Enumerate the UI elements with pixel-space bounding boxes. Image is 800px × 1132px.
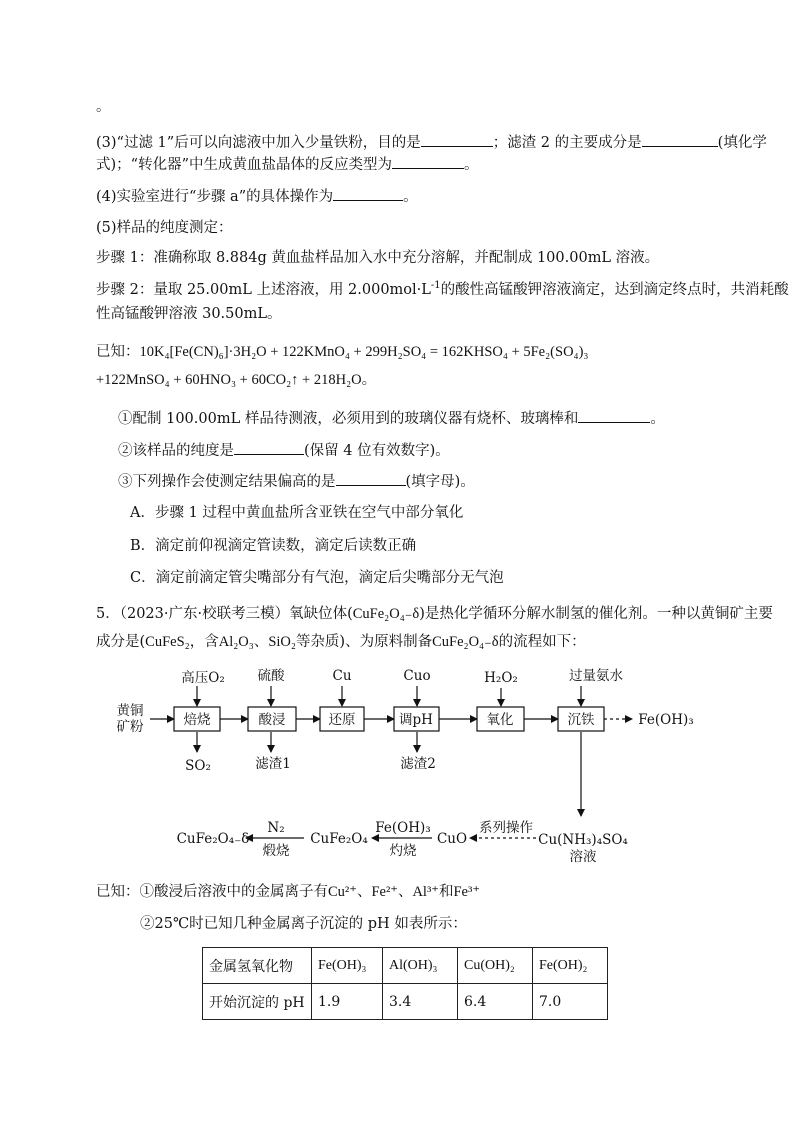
input-label: 硫酸 [257, 668, 285, 684]
cufe2o4-label: CuFe₂O₄ [310, 831, 368, 847]
answer-blank[interactable] [392, 154, 464, 169]
input-label: 高压O₂ [181, 670, 225, 686]
table-cell: 1.9 [312, 984, 383, 1020]
feed-label-2: 矿粉 [116, 719, 144, 735]
box-label: 酸浸 [258, 712, 286, 728]
feoh3-reagent-label: Fe(OH)₃ [375, 820, 431, 836]
step-2-line2: 性高锰酸钾溶液 30.50mL。 [96, 306, 282, 322]
question-3-line1: (3)“过滤 1”后可以向滤液中加入少量铁粉，目的是 ；滤渣 2 的主要成分是 (填化学 [96, 132, 767, 153]
table-cell: Fe(OH)₂ [533, 948, 608, 984]
process-flow-diagram [0, 660, 800, 880]
option-c[interactable]: C．滴定前滴定管尖嘴部分有气泡，滴定后尖嘴部分无气泡 [130, 570, 504, 586]
box-label: 焙烧 [183, 712, 211, 728]
final-product-label: CuFe₂O₄₋δ [176, 831, 250, 847]
product-feoh3: Fe(OH)₃ [638, 712, 694, 728]
box-label: 还原 [328, 712, 356, 728]
table-cell: Al(OH)₃ [383, 948, 458, 984]
box-label: 氧化 [486, 712, 514, 728]
filtrate-label-1: Cu(NH₃)₄SO₄ [538, 832, 628, 848]
answer-blank[interactable] [421, 132, 493, 147]
table-cell: Fe(OH)₃ [312, 948, 383, 984]
sub-question-1: ①配制 100.00mL 样品待测液，必须用到的玻璃仪器有烧杯、玻璃棒和 。 [118, 408, 665, 429]
input-label: H₂O₂ [484, 670, 518, 686]
input-label: Cu [332, 668, 352, 684]
known-ph-intro: ②25℃时已知几种金属离子沉淀的 pH 如表所示： [140, 916, 467, 932]
answer-blank[interactable] [234, 440, 304, 455]
table-cell: 6.4 [458, 984, 533, 1020]
answer-blank[interactable] [642, 132, 718, 147]
table-cell: Cu(OH)₂ [458, 948, 533, 984]
answer-blank[interactable] [333, 186, 403, 201]
question-3-line2: 式)；“转化器”中生成黄血盐晶体的反应类型为 。 [96, 154, 478, 175]
series-operation-label: 系列操作 [479, 820, 533, 836]
equation-line1: 已知：10K₄[Fe(CN)₆]·3H₂O + 122KMnO₄ + 299H₂SO₄ = 162KHSO₄ + 5Fe₂(SO₄)₃ [96, 344, 589, 360]
cuo-label: CuO [436, 831, 468, 847]
problem-5-line1: 5．（2023·广东·校联考三模）氧缺位体(CuFe₂O₄₋δ)是热化学循环分解水制氢的催化剂。一种以黄铜矿主要 [96, 606, 773, 622]
output-label: 滤渣1 [255, 756, 291, 772]
equation-line2: +122MnSO₄ + 60HNO₃ + 60CO₂↑ + 218H₂O。 [96, 372, 377, 388]
step-2-line1: 步骤 2：量取 25.00mL 上述溶液，用 $2.000mol\cdot L^{-1}$的酸性高锰酸钾溶液滴定，达到滴定终点时，共消耗酸 [96, 280, 789, 298]
input-label: Cuo [403, 668, 431, 684]
input-label: 过量氨水 [569, 668, 623, 684]
calcine-label: 煅烧 [262, 843, 290, 859]
table-row [203, 948, 608, 984]
output-label: SO₂ [185, 758, 211, 774]
table-cell: 开始沉淀的 pH [203, 984, 312, 1020]
question-5: (5)样品的纯度测定： [96, 220, 233, 236]
sub-question-2: ②该样品的纯度是 (保留 4 位有效数字)。 [118, 440, 450, 461]
answer-blank[interactable] [336, 471, 406, 486]
problem-5-line2: 成分是(CuFeS₂，含Al₂O₃、SiO₂等杂质)、为原料制备CuFe₂O₄₋δ的流程如下： [96, 634, 586, 650]
filtrate-label-2: 溶液 [569, 849, 597, 865]
n2-label: N₂ [267, 820, 285, 836]
box-label: 调pH [399, 712, 433, 728]
feed-label-1: 黄铜 [116, 703, 144, 719]
line-period: 。 [96, 99, 111, 115]
table-cell: 金属氢氧化物 [203, 948, 312, 984]
option-b[interactable]: B．滴定前仰视滴定管读数，滴定后读数正确 [130, 538, 417, 554]
ph-table [202, 947, 608, 1020]
output-label: 滤渣2 [400, 756, 436, 772]
table-cell: 3.4 [383, 984, 458, 1020]
table-cell: 7.0 [533, 984, 608, 1020]
answer-blank[interactable] [578, 408, 650, 423]
known-ions: 已知：①酸浸后溶液中的金属离子有Cu²⁺、Fe²⁺、Al³⁺和Fe³⁺ [96, 884, 480, 900]
equation: 10K₄[Fe(CN)₆]·3H₂O + 122KMnO₄ + 299H₂SO₄ = 162KHSO₄ + 5Fe₂(SO₄)₃ [139, 344, 589, 360]
burn-label: 灼烧 [389, 843, 417, 859]
question-4: (4)实验室进行“步骤 a”的具体操作为 。 [96, 186, 418, 207]
step-1: 步骤 1：准确称取 8.884g 黄血盐样品加入水中充分溶解，并配制成 100.00mL 溶液。 [96, 250, 660, 266]
table-row [203, 984, 608, 1020]
option-a[interactable]: A．步骤 1 过程中黄血盐所含亚铁在空气中部分氧化 [130, 505, 464, 521]
box-label: 沉铁 [567, 712, 595, 728]
sub-question-3: ③下列操作会使测定结果偏高的是 (填字母)。 [118, 471, 475, 492]
